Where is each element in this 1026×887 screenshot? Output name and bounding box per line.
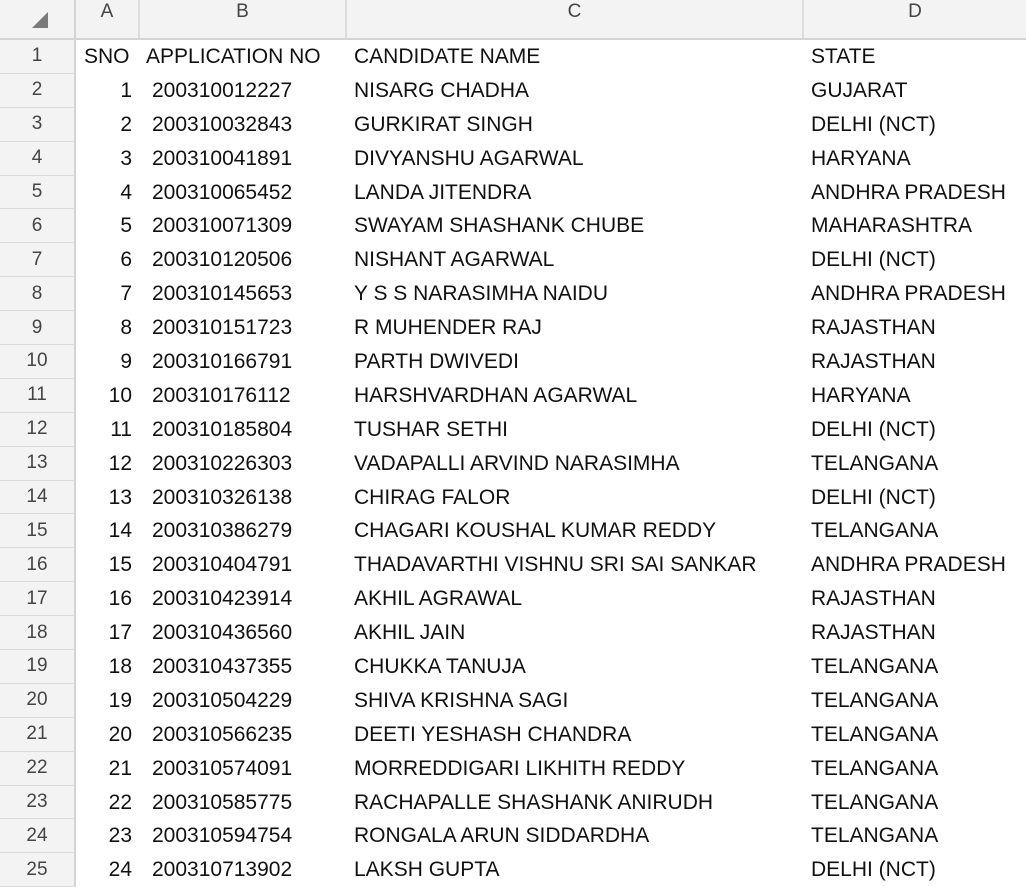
row-header[interactable]: 18 [0,616,76,650]
cell-application-no[interactable]: 200310585775 [152,790,293,814]
cell-candidate-name[interactable]: RACHAPALLE SHASHANK ANIRUDH [354,790,714,814]
row-header[interactable]: 15 [0,514,76,548]
row-header[interactable]: 10 [0,345,76,379]
header-row [0,40,1026,74]
cell-sno[interactable]: 21 [108,756,132,780]
cell-application-no[interactable]: 200310326138 [152,485,293,509]
cell-sno-header[interactable]: SNO [84,44,130,68]
cell-state[interactable]: RAJASTHAN [811,587,936,611]
table-row [0,108,1026,142]
cell-candidate-name[interactable]: AKHIL AGRAWAL [354,587,523,611]
cell-state[interactable]: DELHI (NCT) [811,485,936,509]
cell-state[interactable]: DELHI (NCT) [811,858,936,882]
cell-application-no[interactable]: 200310185804 [152,417,293,441]
cell-application-no[interactable]: 200310071309 [152,214,293,238]
cell-state[interactable]: RAJASTHAN [811,349,936,373]
cell-application-no[interactable]: 200310713902 [152,858,293,882]
cell-state[interactable]: TELANGANA [811,688,939,712]
cell-state[interactable]: MAHARASHTRA [811,214,973,238]
row-header[interactable]: 25 [0,853,76,887]
cell-candidate-name[interactable]: THADAVARTHI VISHNU SRI SAI SANKAR [354,553,757,577]
cell-state[interactable]: TELANGANA [811,654,939,678]
cell-sno[interactable]: 6 [120,248,132,272]
row-header[interactable]: 11 [0,379,76,413]
cell-sno[interactable]: 11 [110,417,132,441]
cell-candidate-name[interactable]: DEETI YESHASH CHANDRA [354,722,632,746]
cell-candidate-name[interactable]: DIVYANSHU AGARWAL [354,146,584,170]
cell-sno[interactable]: 10 [108,383,132,407]
table-row [0,277,1026,311]
cell-sno[interactable]: 7 [120,282,132,306]
cell-state[interactable]: TELANGANA [811,790,939,814]
cell-candidate-name[interactable]: CHIRAG FALOR [354,485,511,509]
row-header[interactable]: 7 [0,243,76,277]
cell-application-no[interactable]: 200310436560 [152,621,293,645]
row-header[interactable]: 13 [0,447,76,481]
cell-sno[interactable]: 4 [120,180,132,204]
column-header-row [0,0,1026,40]
cell-candidate-name[interactable]: RONGALA ARUN SIDDARDHA [354,824,650,848]
row-header[interactable]: 6 [0,209,76,243]
table-row [0,142,1026,176]
table-row [0,650,1026,684]
cell-application-no[interactable]: 200310032843 [152,112,293,136]
cell-state[interactable]: RAJASTHAN [811,316,936,340]
cell-application-no[interactable]: 200310012227 [152,78,293,102]
row-header[interactable]: 8 [0,277,76,311]
row-header[interactable]: 17 [0,582,76,616]
cell-candidate-name[interactable]: LANDA JITENDRA [354,180,532,204]
table-row [0,819,1026,853]
cell-sno[interactable]: 17 [108,621,132,645]
table-row [0,514,1026,548]
cell-sno[interactable]: 8 [120,316,132,340]
cell-application-no[interactable]: 200310145653 [152,282,293,306]
cell-application-no[interactable]: 200310065452 [152,180,293,204]
row-header[interactable]: 1 [0,40,76,74]
cell-sno[interactable]: 18 [108,654,132,678]
cell-candidate-name[interactable]: NISARG CHADHA [354,78,530,102]
cell-state[interactable]: TELANGANA [811,756,939,780]
row-header[interactable]: 9 [0,311,76,345]
cell-candidate-name[interactable]: PARTH DWIVEDI [354,349,519,373]
cell-candidate-name[interactable]: CHUKKA TANUJA [354,654,526,678]
cell-sno[interactable]: 12 [108,451,132,475]
cell-candidate-name[interactable]: SHIVA KRISHNA SAGI [354,688,569,712]
cell-state[interactable]: ANDHRA PRADESH [811,553,1006,577]
cell-candidate-name[interactable]: Y S S NARASIMHA NAIDU [354,282,609,306]
cell-sno[interactable]: 16 [108,587,132,611]
cell-candidate-name[interactable]: MORREDDIGARI LIKHITH REDDY [354,756,686,780]
row-header[interactable]: 3 [0,108,76,142]
cell-state[interactable]: GUJARAT [811,78,908,102]
cell-candidate-name[interactable]: AKHIL JAIN [354,621,466,645]
cell-state[interactable]: ANDHRA PRADESH [811,180,1006,204]
cell-candidate-name[interactable]: CHAGARI KOUSHAL KUMAR REDDY [354,519,717,543]
cell-state-header[interactable]: STATE [811,44,876,68]
cell-state[interactable]: RAJASTHAN [811,621,936,645]
table-row [0,379,1026,413]
cell-sno[interactable]: 3 [120,146,132,170]
cell-candidate-name[interactable]: GURKIRAT SINGH [354,112,533,136]
table-row [0,311,1026,345]
cell-state[interactable]: TELANGANA [811,519,939,543]
cell-sno[interactable]: 22 [108,790,132,814]
cell-candidate-name-header[interactable]: CANDIDATE NAME [354,44,541,68]
row-header[interactable]: 2 [0,74,76,108]
column-header-a[interactable]: A [76,0,140,38]
cell-sno[interactable]: 1 [120,78,132,102]
cell-sno[interactable]: 23 [108,824,132,848]
cell-state[interactable]: TELANGANA [811,722,939,746]
cell-application-no[interactable]: 200310566235 [152,722,293,746]
cell-sno[interactable]: 14 [108,519,132,543]
cell-candidate-name[interactable]: VADAPALLI ARVIND NARASIMHA [354,451,680,475]
table-row [0,582,1026,616]
cell-sno[interactable]: 15 [108,553,132,577]
table-row [0,718,1026,752]
cell-state[interactable]: HARYANA [811,146,911,170]
row-header[interactable]: 19 [0,650,76,684]
row-header[interactable]: 5 [0,176,76,210]
cell-candidate-name[interactable]: R MUHENDER RAJ [354,316,542,340]
table-row [0,684,1026,718]
table-row [0,413,1026,447]
cell-state[interactable]: TELANGANA [811,824,939,848]
row-header[interactable]: 12 [0,413,76,447]
cell-sno[interactable]: 13 [108,485,132,509]
cell-state[interactable]: TELANGANA [811,451,939,475]
cell-application-no[interactable]: 200310041891 [152,146,293,170]
cell-application-no[interactable]: 200310594754 [152,824,293,848]
row-header[interactable]: 14 [0,481,76,515]
table-row [0,447,1026,481]
cell-application-no[interactable]: 200310151723 [152,316,293,340]
table-row [0,786,1026,820]
row-header[interactable]: 24 [0,819,76,853]
cell-sno[interactable]: 24 [108,858,132,882]
table-row [0,853,1026,887]
cell-sno[interactable]: 19 [108,688,132,712]
column-header-d[interactable]: D [908,1,922,22]
cell-application-no[interactable]: 200310120506 [152,248,293,272]
cell-application-no[interactable]: 200310423914 [152,587,293,611]
cell-application-no[interactable]: 200310176112 [152,383,291,407]
table-row [0,176,1026,210]
row-header[interactable]: 22 [0,752,76,786]
table-row [0,548,1026,582]
select-all-button[interactable] [0,0,76,38]
cell-state[interactable]: DELHI (NCT) [811,112,936,136]
cell-application-no[interactable]: 200310574091 [152,756,293,780]
cell-candidate-name[interactable]: SWAYAM SHASHANK CHUBE [354,214,645,238]
cell-application-no[interactable]: 200310226303 [152,451,293,475]
cell-candidate-name[interactable]: HARSHVARDHAN AGARWAL [354,383,638,407]
cell-application-no[interactable]: 200310404791 [152,553,293,577]
column-header-b[interactable]: B [140,0,347,38]
grid-rows [0,40,1026,887]
table-row [0,209,1026,243]
cell-sno[interactable]: 9 [120,349,132,373]
row-header[interactable]: 16 [0,548,76,582]
column-header-c[interactable]: C [347,0,804,38]
row-header[interactable]: 20 [0,684,76,718]
cell-state[interactable]: ANDHRA PRADESH [811,282,1006,306]
cell-state[interactable]: DELHI (NCT) [811,248,936,272]
cell-state[interactable]: HARYANA [811,383,911,407]
table-row [0,74,1026,108]
cell-candidate-name[interactable]: LAKSH GUPTA [354,858,500,882]
table-row [0,243,1026,277]
cell-application-no[interactable]: 200310386279 [152,519,293,543]
cell-application-no-header[interactable]: APPLICATION NO [146,44,321,68]
cell-application-no[interactable]: 200310437355 [152,654,293,678]
cell-state[interactable]: DELHI (NCT) [811,417,936,441]
cell-candidate-name[interactable]: TUSHAR SETHI [354,417,509,441]
table-row [0,752,1026,786]
table-row [0,481,1026,515]
cell-sno[interactable]: 2 [120,112,132,136]
cell-candidate-name[interactable]: NISHANT AGARWAL [354,248,555,272]
cell-application-no[interactable]: 200310504229 [152,688,293,712]
table-row [0,345,1026,379]
table-row [0,616,1026,650]
row-header[interactable]: 23 [0,786,76,820]
row-header[interactable]: 21 [0,718,76,752]
cell-application-no[interactable]: 200310166791 [152,349,293,373]
row-header[interactable]: 4 [0,142,76,176]
select-all-triangle-icon [32,12,48,28]
cell-sno[interactable]: 20 [108,722,132,746]
cell-sno[interactable]: 5 [120,214,132,238]
